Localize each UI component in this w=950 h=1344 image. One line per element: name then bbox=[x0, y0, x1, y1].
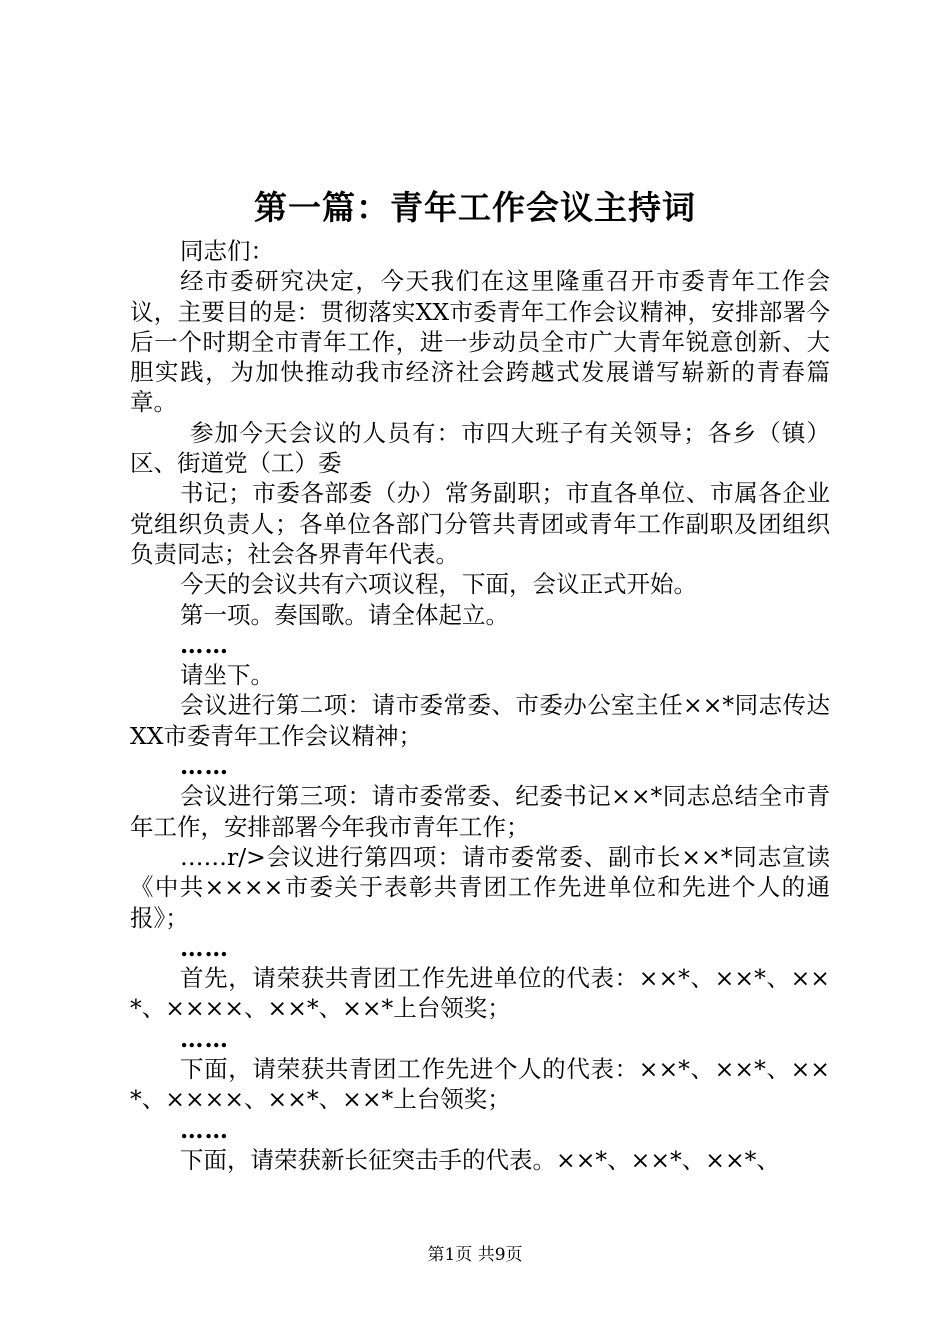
ellipsis-line: …… bbox=[180, 630, 229, 659]
page-number-footer: 第1页 共9页 bbox=[427, 1245, 523, 1265]
paragraph: 会议进行第三项：请市委常委、纪委书记××*同志总结全市青年工作，安排部署今年我市青年工作； bbox=[130, 782, 830, 841]
ellipsis-line: …… bbox=[180, 933, 229, 962]
document-body bbox=[130, 236, 830, 1175]
paragraph: 今天的会议共有六项议程，下面，会议正式开始。 bbox=[180, 570, 697, 599]
paragraph: 下面，请荣获共青团工作先进个人的代表：××*、××*、××*、××××、××*、××*上台领奖； bbox=[130, 1055, 830, 1114]
document-title: 第一篇：青年工作会议主持词 bbox=[254, 188, 696, 227]
paragraph: 书记；市委各部委（办）常务副职；市直各单位、市属各企业党组织负责人；各单位各部门分管共青团或青年工作副职及团组织负责同志；社会各界青年代表。 bbox=[130, 479, 830, 568]
paragraph: 首先，请荣获共青团工作先进单位的代表：××*、××*、××*、××××、××*、××*上台领奖； bbox=[130, 964, 830, 1023]
paragraph: ……r/>会议进行第四项：请市委常委、副市长××*同志宣读《中共××××市委关于表彰共青团工作先进单位和先进个人的通报》； bbox=[130, 842, 830, 932]
paragraph: 会议进行第二项：请市委常委、市委办公室主任××*同志传达XX市委青年工作会议精神； bbox=[130, 691, 830, 750]
paragraph: 同志们： bbox=[180, 237, 274, 265]
paragraph: 请坐下。 bbox=[180, 661, 274, 690]
paragraph: 下面，请荣获新长征突击手的代表。××*、××*、××*、 bbox=[180, 1145, 780, 1174]
ellipsis-line: …… bbox=[180, 1115, 229, 1144]
paragraph: 经市委研究决定，今天我们在这里隆重召开市委青年工作会议，主要目的是：贯彻落实XX市委青年工作会议精神，安排部署今后一个时期全市青年工作，进一步动员全市广大青年锐意创新、大胆实践，为加快推动我市经济社会跨越式发展谱写崭新的青春篇章。 bbox=[130, 267, 830, 417]
ellipsis-line: …… bbox=[180, 752, 229, 781]
paragraph: 第一项。奏国歌。请全体起立。 bbox=[180, 600, 509, 629]
paragraph: 参加今天会议的人员有：市四大班子有关领导；各乡（镇）区、街道党（工）委 bbox=[130, 418, 830, 478]
ellipsis-line: …… bbox=[180, 1024, 229, 1053]
